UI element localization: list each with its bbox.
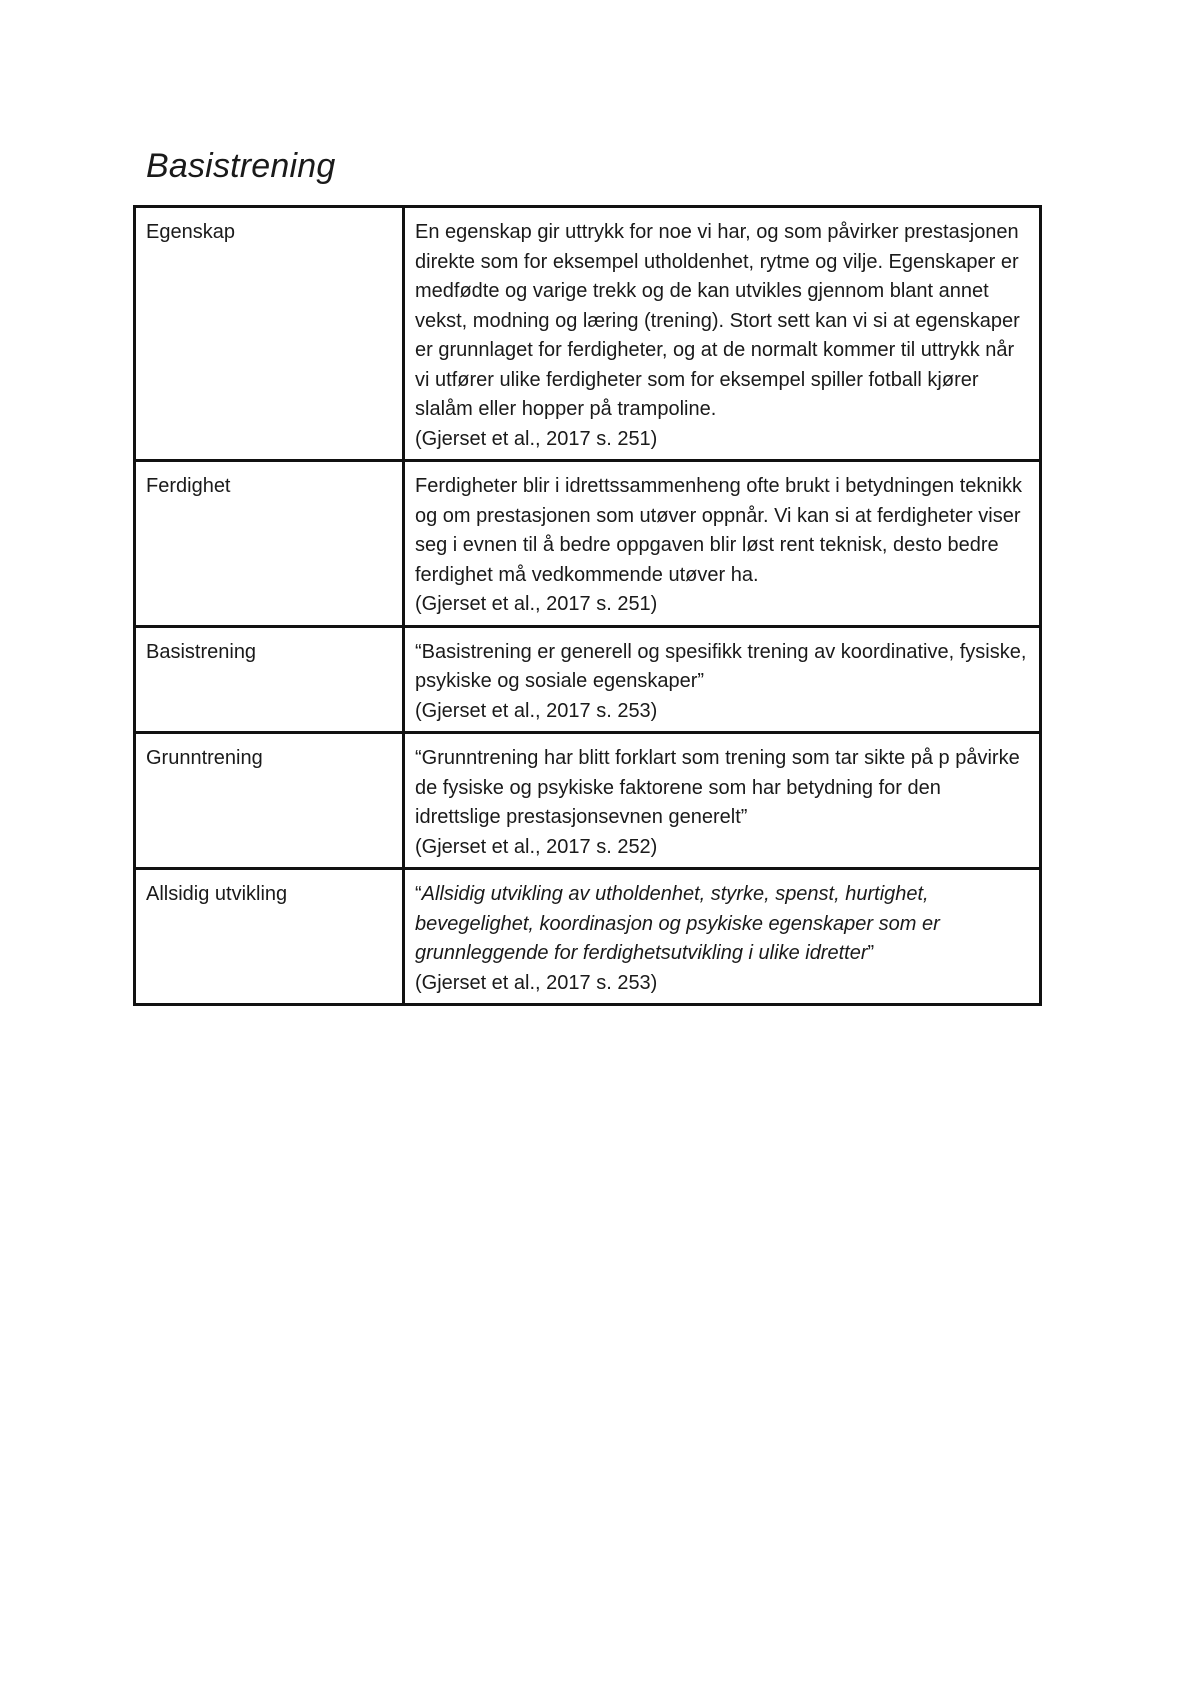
definition-text: En egenskap gir uttrykk for noe vi har, og som påvirker prestasjonen direkte som for eksempel utholdenhet, rytme og vilje. Egenskaper er medfødte og varige trekk og de kan utvikles gjennom blant annet vekst, modning og læring (trening). Stort sett kan vi si at egenskaper er grunnlaget for ferdigheter, og at de normalt kommer til uttrykk når vi utfører ulike ferdigheter som for eksempel spiller fotball kjører slalåm eller hopper på trampoline. bbox=[415, 221, 1020, 420]
quote-open-mark: “ bbox=[415, 883, 422, 905]
term-label: Grunntrening bbox=[146, 747, 263, 769]
citation: (Gjerset et al., 2017 s. 251) bbox=[415, 427, 658, 450]
definition-text bbox=[415, 880, 1029, 969]
term-label: Basistrening bbox=[146, 640, 257, 663]
citation: (Gjerset et al., 2017 s. 252) bbox=[415, 835, 658, 858]
definition-cell bbox=[404, 626, 1041, 733]
definition-text: “Grunntrening har blitt forklart som trening som tar sikte på p påvirke de fysiske og psykiske faktorene som har betydning for den idrettslige prestasjonsevnen generelt” bbox=[415, 747, 1020, 828]
term-cell bbox=[135, 207, 404, 461]
table-row bbox=[135, 869, 1041, 1005]
term-cell bbox=[135, 733, 404, 869]
definition-cell bbox=[404, 869, 1041, 1005]
table-row bbox=[135, 626, 1041, 733]
table-row bbox=[135, 461, 1041, 627]
definitions-table bbox=[133, 205, 1042, 1006]
citation: (Gjerset et al., 2017 s. 251) bbox=[415, 593, 658, 615]
term-cell bbox=[135, 626, 404, 733]
term-cell bbox=[135, 461, 404, 627]
citation: (Gjerset et al., 2017 s. 253) bbox=[415, 971, 658, 994]
page-title: Basistrening bbox=[146, 147, 336, 185]
definition-cell bbox=[404, 733, 1041, 869]
citation: (Gjerset et al., 2017 s. 253) bbox=[415, 699, 658, 722]
table-row bbox=[135, 733, 1041, 869]
term-label: Allsidig utvikling bbox=[146, 883, 288, 905]
term-label: Ferdighet bbox=[146, 475, 231, 497]
definition-cell bbox=[404, 461, 1041, 627]
term-label: Egenskap bbox=[146, 221, 235, 243]
term-cell bbox=[135, 869, 404, 1005]
italic-quote: Allsidig utvikling av utholdenhet, styrke, spenst, hurtighet, bevegelighet, koordinasjon og psykiske egenskaper som er grunnleggende for ferdighetsutvikling i ulike idretter bbox=[415, 883, 940, 964]
definition-cell bbox=[404, 207, 1041, 461]
definition-text: Ferdigheter blir i idrettssammenheng ofte brukt i betydningen teknikk og om prestasjonen som utøver oppnår. Vi kan si at ferdigheter viser seg i evnen til å bedre oppgaven blir løst rent teknisk, desto bedre ferdighet må vedkommende utøver ha. bbox=[415, 475, 1022, 586]
quote-close-mark: ” bbox=[867, 942, 875, 964]
definition-text: “Basistrening er generell og spesifikk trening av koordinative, fysiske, psykiske og sosiale egenskaper” bbox=[415, 640, 1027, 692]
table-row bbox=[135, 207, 1041, 461]
